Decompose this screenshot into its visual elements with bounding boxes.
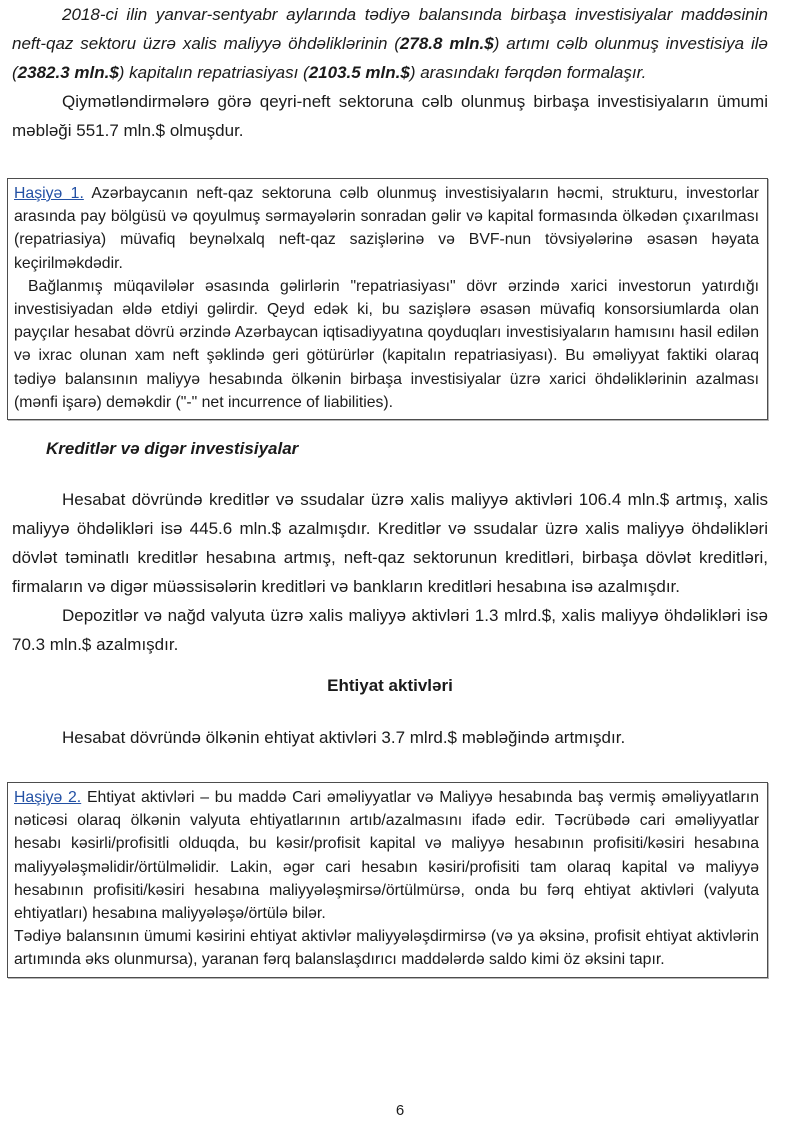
note2-label: Haşiyə 2. [14, 789, 82, 807]
credits-paragraph-1: Hesabat dövründə kreditlər və ssudalar üzrə xalis maliyyə aktivləri 106.4 mln.$ artmış, xalis maliyyə öhdəlikləri isə 445.6 mln.$ azalmışdır. Kreditlər və ssudalar üzrə xalis maliyyə öhdəlikləri dövlət təminatlı kreditlər hesabına artmış, neft-qaz sektorunun kreditləri, birbaşa dövlət kreditləri, firmaların və digər müəssisələrin kreditləri və bankların kreditləri hesabına isə azalmışdır. [12, 490, 768, 597]
capital-repatriation-value: 2103.5 mln.$ [308, 63, 410, 82]
note1-label: Haşiyə 1. [14, 185, 84, 202]
intro-text-4: ) arasındakı fərqdən formalaşır. [409, 63, 647, 82]
reserves-paragraph: Hesabat dövründə ölkənin ehtiyat aktivləri 3.7 mlrd.$ məbləğində artmışdır. [62, 728, 626, 748]
reserves-heading: Ehtiyat aktivləri [327, 676, 453, 696]
intro-text-1: 2018-ci ilin yanvar-sentyabr aylarında tədiyə balansında birbaşa investisiyalar maddəsinin neft-qaz sektoru üzrə xalis maliyyə öhdəliklərinin ( [12, 5, 768, 53]
note2-paragraph-2: Tədiyə balansının ümumi kəsirini ehtiyat aktivlər maliyyələşdirmirsə (və ya əksinə, profisit ehtiyat aktivlərin artımında əks olunmursa), yaranan fərq balanslaşdırıcı maddələrdə saldo kimi öz əksini tapır. [14, 928, 759, 969]
note2-paragraph-1 [14, 786, 759, 925]
page-number: 6 [395, 1102, 405, 1119]
intro-paragraph [12, 0, 768, 87]
note2-paragraph-1-text: Ehtiyat aktivləri – bu maddə Cari əməliyyatlar və Maliyyə hesabında baş vermiş əməliyyatların nəticəsi olaraq ölkənin valyuta ehtiyatlarının artıb/azalmasını ifadə edir. Təcrübədə cari əməliyyatlar hesabı kəsirli/profisitli olduqda, bu kəsir/profisit kapital və maliyyə hesabının profisiti/kəsiri hesabına maliyyələşməlidir/örtülməlidir. Lakin, əgər cari hesabın kəsiri/profisiti tam olaraq kapital və maliyyə hesabının profisiti/kəsiri hesabına maliyyələşmirsə/örtülmürsə, onda bu fərq ehtiyat aktivləri (valyuta ehtiyatları) hesabına maliyyələşə/örtülə bilər. [14, 789, 759, 923]
intro-text-2: ) artımı cəlb olunmuş investisiya ilə ( [12, 34, 769, 82]
oil-gas-liabilities-increase-value: 278.8 mln.$ [399, 34, 494, 53]
note1-paragraph-2: Bağlanmış müqavilələr əsasında gəlirlərin "repatriasiyası" dövr ərzində xarici investorun yatırdığı investisiyadan əldə etdiyi gəlirdir. Qeyd edək ki, bu sazişlərə əsasən müvafiq konsorsiumlarda olan payçılar hesabat dövrü ərzində Azərbaycan iqtisadiyyatına qoyduqları investisiyaların hamısını hasil edilən və ixrac olunan xam neft şəklində geri götürürlər (kapitalın repatriasiyası). Bu əməliyyat faktiki olaraq tədiyə balansının maliyyə hesabında ölkənin birbaşa investisiyalar üzrə xarici öhdəliklərinin azalması (mənfi işarə) deməkdir ("-" net incurrence of liabilities). [14, 277, 759, 411]
note1-paragraph-1 [14, 182, 759, 275]
attracted-investment-value: 2382.3 mln.$ [17, 63, 119, 82]
intro-text-3: ) kapitalın repatriasiyası ( [118, 63, 309, 82]
credits-heading: Kreditlər və digər investisiyalar [46, 439, 299, 459]
non-oil-sector-paragraph: Qiymətləndirmələrə görə qeyri-neft sektoruna cəlb olunmuş birbaşa investisiyaların ümumi məbləği 551.7 mln.$ olmuşdur. [12, 92, 768, 140]
note-box-2 [7, 782, 768, 978]
document-content [12, 0, 768, 978]
note-box-1 [7, 178, 768, 420]
note1-paragraph-1-text: Azərbaycanın neft-qaz sektoruna cəlb olunmuş investisiyaların həcmi, strukturu, investorlar arasında pay bölgüsü və qoyulmuş sərmayələrin sonradan gəlir və kapital formasında ölkədən çıxarılması (repatriasiya) müvafiq beynəlxalq neft-qaz sazişlərinə və BVF-nun tövsiyələrinə əsasən həyata keçirilməkdədir. [14, 185, 759, 272]
credits-paragraph-2: Depozitlər və nağd valyuta üzrə xalis maliyyə aktivləri 1.3 mlrd.$, xalis maliyyə öhdəlikləri isə 70.3 mln.$ azalmışdır. [12, 606, 768, 655]
